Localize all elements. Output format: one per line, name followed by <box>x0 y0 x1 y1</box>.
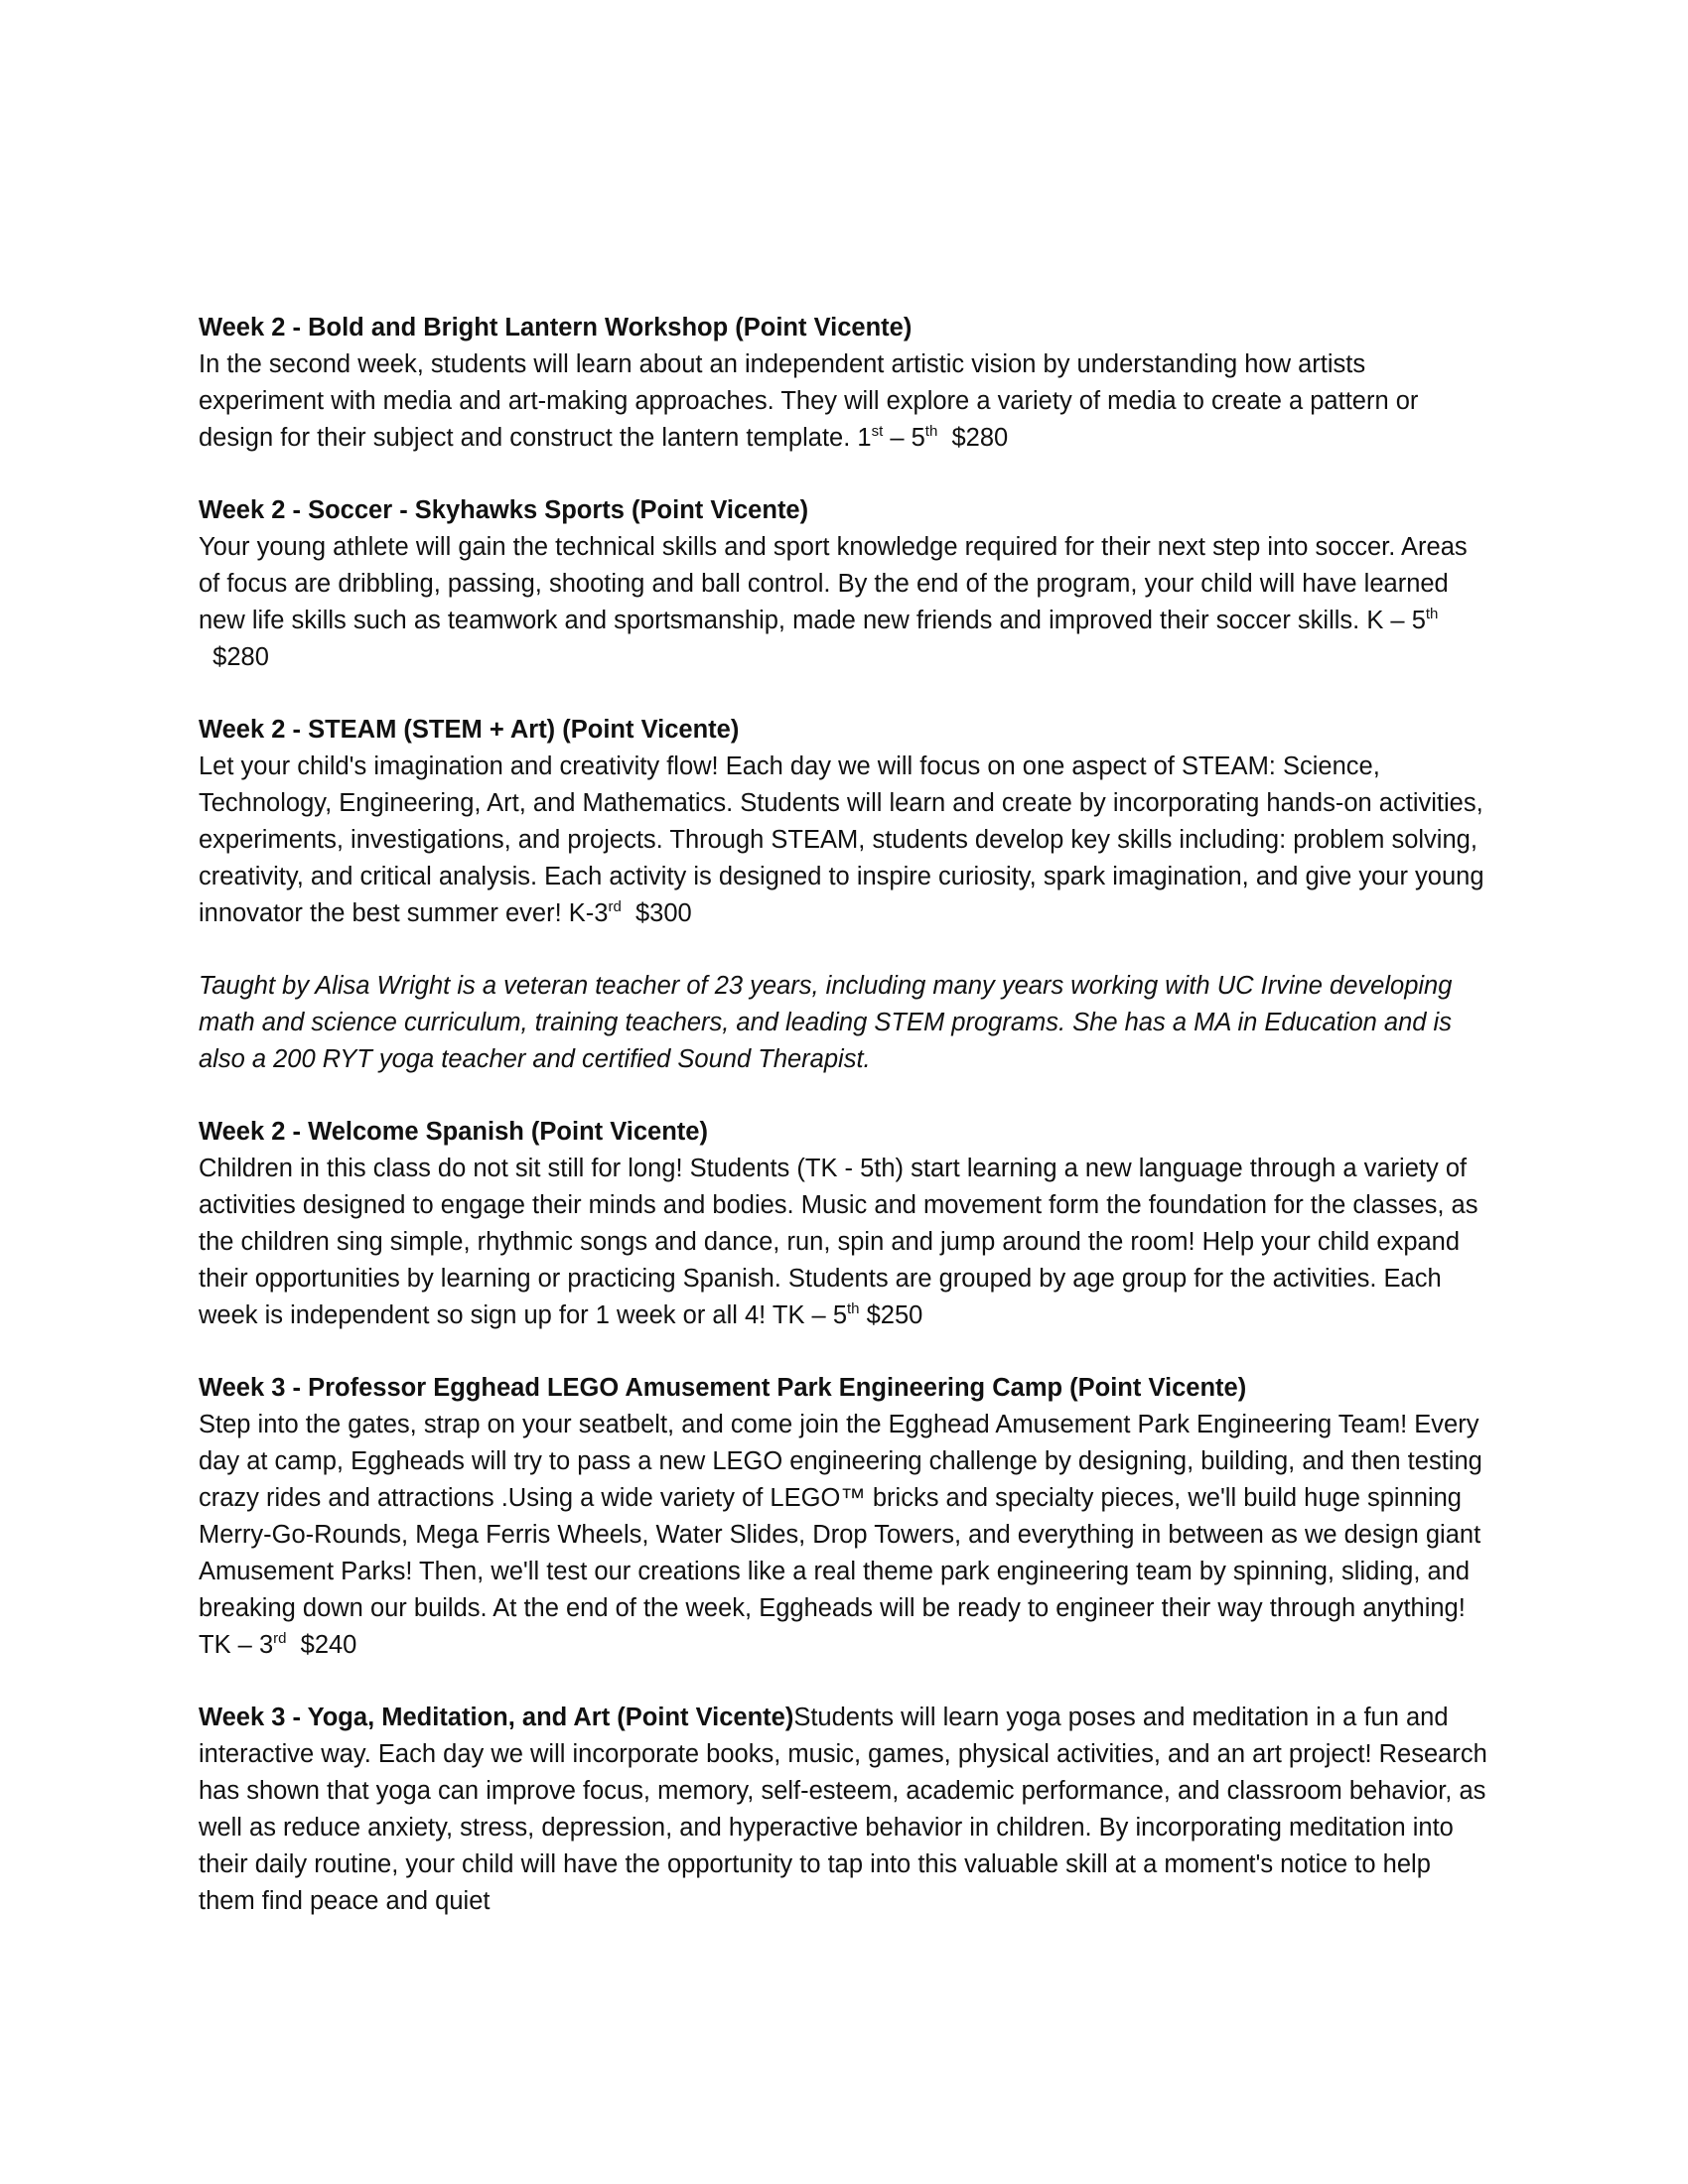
price: $280 <box>937 424 1009 452</box>
section-description <box>199 1151 1489 1334</box>
description-text: Your young athlete will gain the technical skills and sport knowledge required for their next step into soccer. Areas of focus are dribbling, passing, shooting and ball control. By the end of the program, your child will have learned new life skills such as teamwork and sportsmanship, made new friends and improved their soccer skills. K – <box>199 533 1468 634</box>
section-description <box>199 529 1489 676</box>
grade-to: 5 <box>1411 607 1426 634</box>
section-title: Week 3 - Yoga, Meditation, and Art (Point Vicente) <box>199 1704 794 1731</box>
grade-to: 3 <box>594 899 609 927</box>
grade-to: 5 <box>911 424 925 452</box>
grade-to-suffix: rd <box>273 1629 287 1647</box>
camp-section-steam <box>199 712 1489 932</box>
description-text: Students will learn yoga poses and meditation in a fun and interactive way. Each day we will incorporate books, music, games, physical activities, and an art project! Research has shown that yoga can improve focus, memory, self-esteem, academic performance, and classroom behavior, as well as reduce anxiety, stress, depression, and hyperactive behavior in children. By incorporating meditation into their daily routine, your child will have the opportunity to tap into this valuable skill at a moment's notice to help them find peace and quiet <box>199 1704 1487 1915</box>
section-description <box>199 749 1489 932</box>
grade-from: 1 <box>857 424 872 452</box>
document-page <box>199 310 1489 1956</box>
price: $240 <box>286 1631 357 1659</box>
camp-section-soccer <box>199 492 1489 676</box>
description-text: In the second week, students will learn about an independent artistic vision by understanding how artists experiment with media and art-making approaches. They will explore a variety of media to create a pattern or design for their subject and construct the lantern template. <box>199 350 1419 452</box>
section-title: Week 2 - STEAM (STEM + Art) (Point Vicente) <box>199 716 740 744</box>
camp-section-yoga <box>199 1700 1489 1920</box>
grade-to-suffix: th <box>1425 605 1439 622</box>
price: $280 <box>199 643 269 671</box>
grade-to: 3 <box>258 1631 274 1659</box>
grade-to-suffix: th <box>924 422 938 440</box>
section-title: Week 2 - Soccer - Skyhawks Sports (Point Vicente) <box>199 496 809 524</box>
camp-section-spanish <box>199 1114 1489 1334</box>
grade-to-suffix: th <box>847 1299 860 1317</box>
description-text: Let your child's imagination and creativity flow! Each day we will focus on one aspect of STEAM: Science, Technology, Engineering, Art, and Mathematics. Students will learn and create by incorporating hands-on activities, experiments, investigations, and projects. Through STEAM, students develop key skills including: problem solving, creativity, and critical analysis. Each activity is designed to inspire curiosity, spark imagination, and give your young innovator the best summer ever! K- <box>199 752 1484 927</box>
grade-separator: – <box>883 424 912 452</box>
price: $250 <box>859 1301 923 1329</box>
section-title: Week 2 - Bold and Bright Lantern Workshop (Point Vicente) <box>199 314 913 341</box>
camp-section-lego <box>199 1370 1489 1664</box>
description-text: Step into the gates, strap on your seatbelt, and come join the Egghead Amusement Park Engineering Team! Every day at camp, Eggheads will try to pass a new LEGO engineering challenge by designing, building, and then testing crazy rides and attractions .Using a wide variety of LEGO™ bricks and specialty pieces, we'll build huge spinning Merry-Go-Rounds, Mega Ferris Wheels, Water Slides, Drop Towers, and everything in between as we design giant Amusement Parks! Then, we'll test our creations like a real theme park engineering team by spinning, sliding, and breaking down our builds. At the end of the week, Eggheads will be ready to engineer their way through anything! TK – <box>199 1411 1482 1659</box>
grade-from-suffix: st <box>871 422 884 440</box>
section-title: Week 3 - Professor Egghead LEGO Amusement Park Engineering Camp (Point Vicente) <box>199 1374 1247 1402</box>
instructor-bio: Taught by Alisa Wright is a veteran teacher of 23 years, including many years working with UC Irvine developing math and science curriculum, training teachers, and leading STEM programs. She has a MA in Education and is also a 200 RYT yoga teacher and certified Sound Therapist. <box>199 972 1453 1073</box>
grade-to: 5 <box>832 1301 848 1329</box>
section-title: Week 2 - Welcome Spanish (Point Vicente) <box>199 1118 708 1146</box>
price: $300 <box>621 899 692 927</box>
grade-to-suffix: rd <box>608 897 622 915</box>
section-description <box>199 1407 1489 1664</box>
camp-section-lantern <box>199 310 1489 457</box>
section-description <box>199 1700 1489 1920</box>
description-text: Children in this class do not sit still for long! Students (TK - 5th) start learning a new language through a variety of activities designed to engage their minds and bodies. Music and movement form the foundation for the classes, as the children sing simple, rhythmic songs and dance, run, spin and jump around the room! Help your child expand their opportunities by learning or practicing Spanish. Students are grouped by age group for the activities. Each week is independent so sign up for 1 week or all 4! TK – <box>199 1155 1478 1329</box>
section-description <box>199 346 1489 457</box>
